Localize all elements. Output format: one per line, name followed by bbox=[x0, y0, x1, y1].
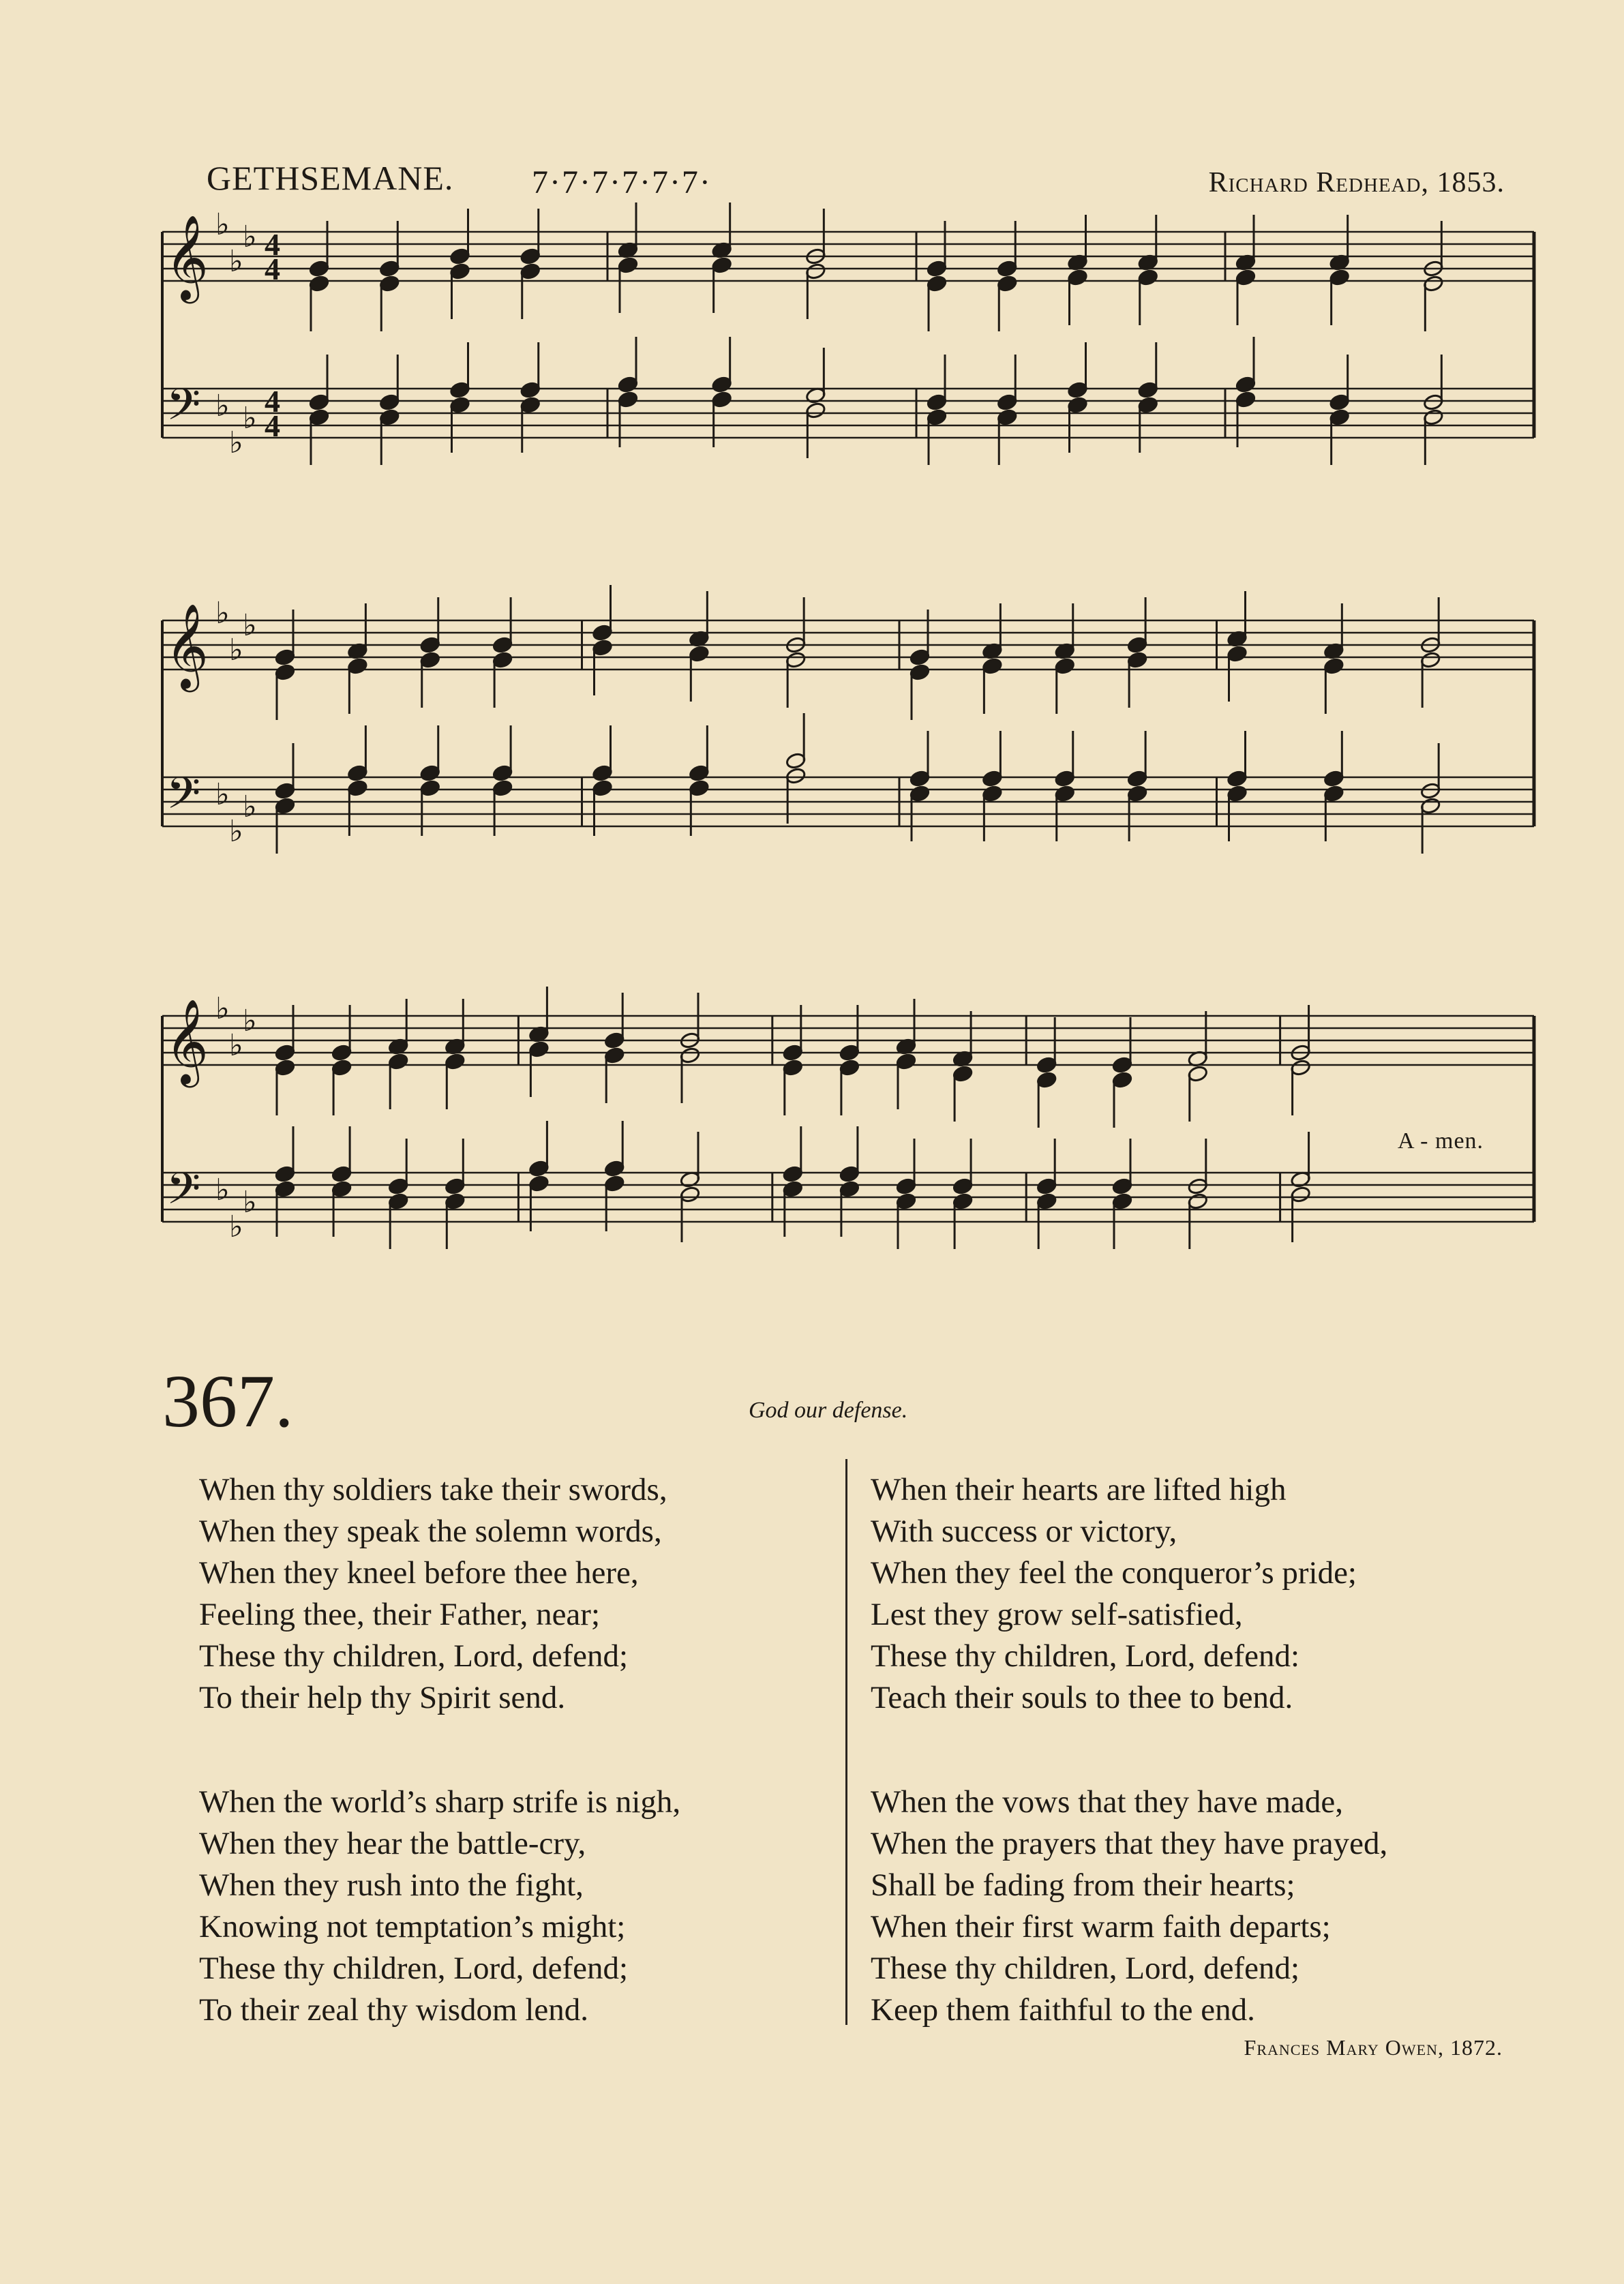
stanza-2 bbox=[871, 1469, 1357, 1719]
stanza-line: When their hearts are lifted high bbox=[871, 1472, 1287, 1507]
flat-icon: ♭ bbox=[243, 790, 257, 824]
composer-credit: Richard Redhead, 1853. bbox=[1208, 167, 1505, 198]
stanza-line: These thy children, Lord, defend; bbox=[199, 1951, 629, 1986]
hymn-number: 367. bbox=[162, 1359, 294, 1443]
stanza-line: Knowing not temptation’s might; bbox=[199, 1909, 626, 1944]
bass-clef-icon: 𝄢 bbox=[166, 380, 201, 441]
stanza-line: Feeling thee, their Father, near; bbox=[199, 1597, 601, 1632]
stanza-line: When they speak the solemn words, bbox=[199, 1514, 662, 1549]
stanza-line: When they rush into the fight, bbox=[199, 1867, 584, 1903]
treble-clef-icon: 𝄞 bbox=[165, 999, 209, 1084]
stanza-line: Lest they grow self-satisfied, bbox=[871, 1597, 1243, 1632]
time-signature: 4 bbox=[265, 227, 280, 262]
music-system-1 bbox=[0, 205, 1624, 559]
flat-icon: ♭ bbox=[243, 1004, 257, 1038]
hymn-subtitle: God our defense. bbox=[749, 1398, 908, 1423]
tune-name: GETHSEMANE. bbox=[207, 159, 454, 197]
stanza-line: These thy children, Lord, defend; bbox=[871, 1951, 1300, 1986]
flat-icon: ♭ bbox=[215, 389, 230, 423]
flat-icon: ♭ bbox=[229, 1210, 243, 1244]
amen-label: A - men. bbox=[1398, 1128, 1484, 1154]
flat-icon: ♭ bbox=[215, 992, 230, 1025]
flat-icon: ♭ bbox=[229, 1029, 243, 1062]
stanza-line: These thy children, Lord, defend; bbox=[199, 1638, 629, 1674]
music-system-2 bbox=[0, 593, 1624, 948]
time-signature: 4 bbox=[265, 408, 280, 443]
stanza-line: When they kneel before thee here, bbox=[199, 1555, 639, 1591]
stanza-line: When they hear the battle-cry, bbox=[199, 1826, 586, 1861]
stanza-line: Teach their souls to thee to bend. bbox=[871, 1680, 1293, 1715]
meter: 7·7·7·7·7·7· bbox=[532, 164, 712, 200]
stanza-line: When the prayers that they have prayed, bbox=[871, 1826, 1388, 1861]
stanza-line: When the vows that they have made, bbox=[871, 1784, 1344, 1820]
stanza-line: These thy children, Lord, defend: bbox=[871, 1638, 1300, 1674]
flat-icon: ♭ bbox=[243, 1186, 257, 1219]
stanza-line: With success or victory, bbox=[871, 1514, 1177, 1549]
treble-clef-icon: 𝄞 bbox=[165, 603, 209, 689]
stanza-line: When their first warm faith departs; bbox=[871, 1909, 1331, 1944]
stanza-line: Shall be fading from their hearts; bbox=[871, 1867, 1295, 1903]
flat-icon: ♭ bbox=[215, 208, 230, 241]
author-credit: Frances Mary Owen, 1872. bbox=[1244, 2035, 1503, 2060]
column-divider bbox=[845, 1459, 847, 2025]
flat-icon: ♭ bbox=[243, 609, 257, 642]
treble-clef-icon: 𝄞 bbox=[165, 215, 209, 300]
bass-clef-icon: 𝄢 bbox=[166, 1164, 201, 1225]
flat-icon: ♭ bbox=[215, 1173, 230, 1207]
flat-icon: ♭ bbox=[229, 815, 243, 848]
stanza-line: To their help thy Spirit send. bbox=[199, 1680, 566, 1715]
stanza-3 bbox=[199, 1782, 680, 2031]
time-signature: 4 bbox=[265, 252, 280, 286]
stanza-line: When the world’s sharp strife is nigh, bbox=[199, 1784, 681, 1820]
stanza-line: When thy soldiers take their swords, bbox=[199, 1472, 667, 1507]
stanza-line: When they feel the conqueror’s pride; bbox=[871, 1555, 1357, 1591]
flat-icon: ♭ bbox=[215, 597, 230, 630]
music-system-3 bbox=[0, 989, 1624, 1343]
flat-icon: ♭ bbox=[243, 220, 257, 254]
flat-icon: ♭ bbox=[243, 402, 257, 435]
flat-icon: ♭ bbox=[229, 426, 243, 460]
stanza-1 bbox=[199, 1469, 667, 1719]
flat-icon: ♭ bbox=[215, 778, 230, 811]
time-signature: 4 bbox=[265, 384, 280, 419]
stanza-line: To their zeal thy wisdom lend. bbox=[199, 1992, 589, 2028]
stanza-4 bbox=[871, 1782, 1387, 2031]
flat-icon: ♭ bbox=[229, 633, 243, 667]
bass-clef-icon: 𝄢 bbox=[166, 768, 201, 830]
stanza-line: Keep them faithful to the end. bbox=[871, 1992, 1255, 2028]
flat-icon: ♭ bbox=[229, 245, 243, 278]
